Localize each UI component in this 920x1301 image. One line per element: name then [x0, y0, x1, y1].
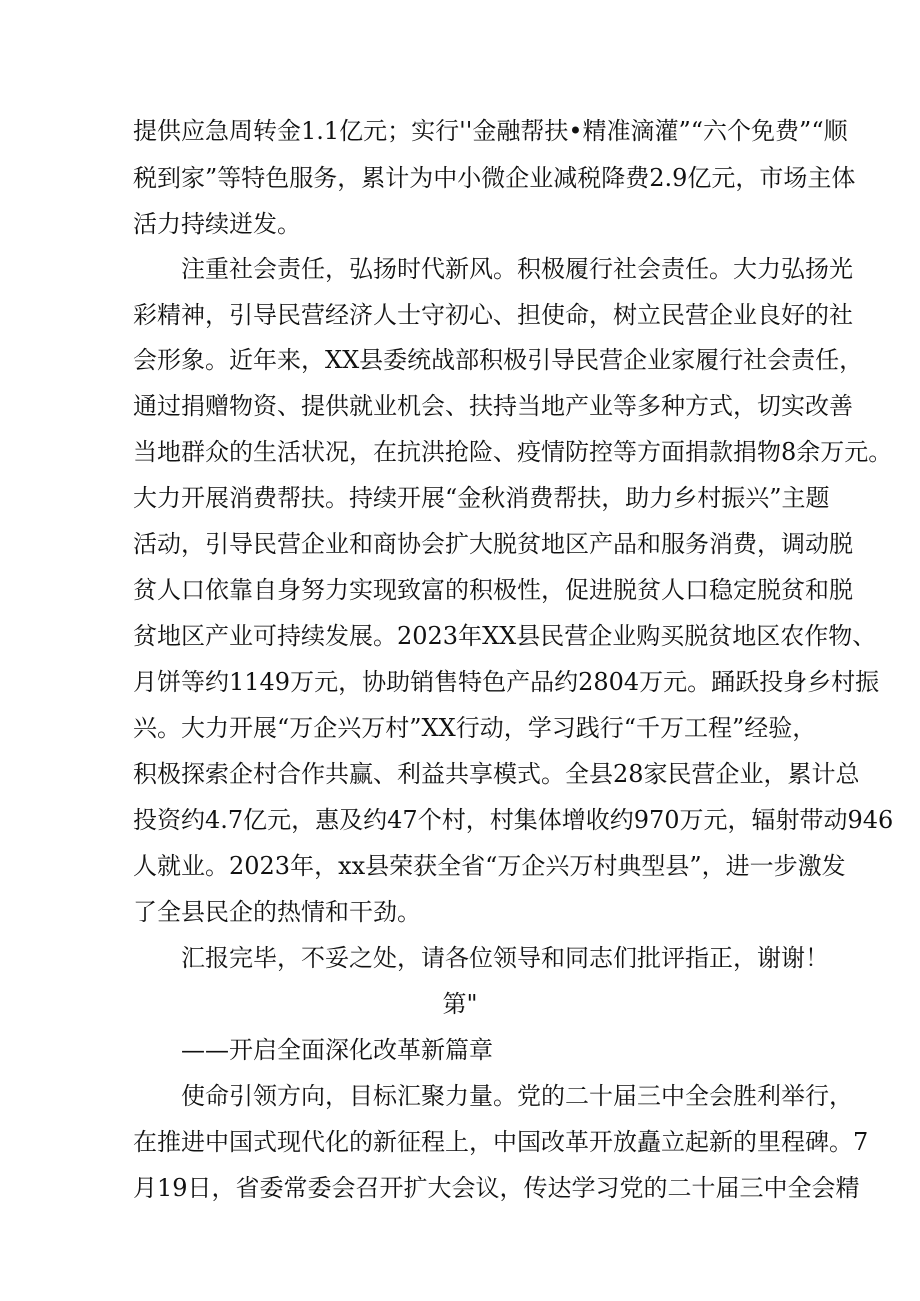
paragraph-2-line-9: 贫地区产业可持续发展。2023年XX县民营企业购买脱贫地区农作物、 [133, 622, 877, 650]
subtitle: ——开启全面深化改革新篇章 [181, 1036, 493, 1064]
paragraph-1-line-1: 提供应急周转金1.1亿元；实行''金融帮扶•精准滴灌”“六个免费”“顺 [133, 117, 848, 145]
paragraph-2-line-6: 大力开展消费帮扶。持续开展“金秋消费帮扶，助力乡村振兴”主题 [133, 484, 830, 512]
paragraph-2-line-8: 贫人口依靠自身努力实现致富的积极性，促进脱贫人口稳定脱贫和脱 [133, 576, 853, 604]
paragraph-2-line-2: 彩精神，引导民营经济人士守初心、担使命，树立民营企业良好的社 [133, 301, 853, 329]
final-paragraph-line-2: 在推进中国式现代化的新征程上，中国改革开放矗立起新的里程碑。7 [133, 1128, 869, 1156]
paragraph-2-line-4: 通过捐赠物资、提供就业机会、扶持当地产业等多种方式，切实改善 [133, 392, 853, 420]
paragraph-2-line-15: 了全县民企的热情和干劲。 [133, 898, 421, 926]
paragraph-1-line-3: 活力持续迸发。 [133, 210, 301, 238]
paragraph-2-line-12: 积极探索企村合作共赢、利益共享模式。全县28家民营企业，累计总 [133, 760, 860, 788]
paragraph-2-line-11: 兴。大力开展“万企兴万村”XX行动，学习践行“千万工程”经验， [133, 714, 817, 742]
section-heading: 第" [442, 990, 478, 1018]
paragraph-2-line-3: 会形象。近年来，XX县委统战部积极引导民营企业家履行社会责任， [133, 346, 864, 374]
paragraph-2-line-5: 当地群众的生活状况，在抗洪抢险、疫情防控等方面捐款捐物8余万元。 [133, 438, 893, 466]
paragraph-3-line-1: 汇报完毕，不妥之处，请各位领导和同志们批评指正，谢谢！ [181, 944, 829, 972]
paragraph-2-line-7: 活动，引导民营企业和商协会扩大脱贫地区产品和服务消费，调动脱 [133, 530, 853, 558]
paragraph-2-line-10: 月饼等约1149万元，协助销售特色产品约2804万元。踊跃投身乡村振 [133, 668, 880, 696]
final-paragraph-line-1: 使命引领方向，目标汇聚力量。党的二十届三中全会胜利举行， [181, 1082, 853, 1110]
final-paragraph-line-3: 月19日，省委常委会召开扩大会议，传达学习党的二十届三中全会精 [133, 1174, 860, 1202]
paragraph-2-line-1: 注重社会责任，弘扬时代新风。积极履行社会责任。大力弘扬光 [181, 255, 853, 283]
paragraph-2-line-14: 人就业。2023年，xx县荣获全省“万企兴万村典型县”，进一步激发 [133, 852, 846, 880]
paragraph-1-line-2: 税到家”等特色服务，累计为中小微企业减税降费2.9亿元，市场主体 [133, 164, 856, 192]
paragraph-2-line-13: 投资约4.7亿元，惠及约47个村，村集体增收约970万元，辐射带动946 [133, 806, 894, 834]
